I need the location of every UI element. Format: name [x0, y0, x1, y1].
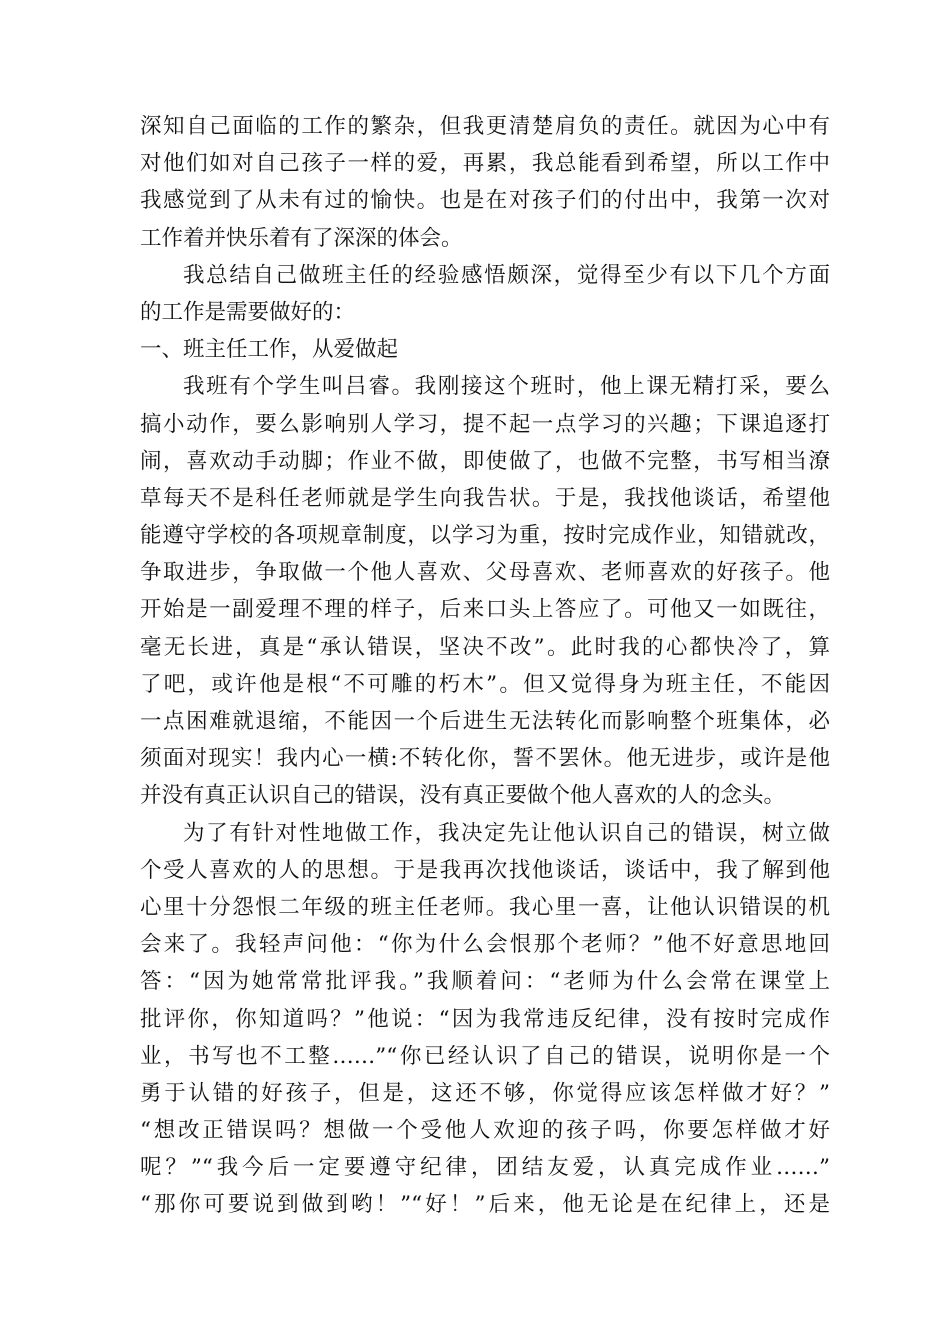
text-line: 我总结自己做班主任的经验感悟颇深，觉得至少有以下几个方面	[183, 262, 830, 288]
heading-line: 一、班主任工作，从爱做起	[140, 337, 399, 363]
text-line: 草每天不是科任老师就是学生向我告状。于是，我找他谈话，希望他	[140, 485, 830, 511]
text-line: 心里十分怨恨二年级的班主任老师。我心里一喜，让他认识错误的机	[140, 894, 830, 920]
text-line: 毫无长进，真是“承认错误，坚决不改”。此时我的心都快冷了，算	[140, 634, 830, 660]
text-line: 会来了。我轻声问他：“你为什么会恨那个老师？”他不好意思地回	[140, 932, 830, 958]
text-line: 闹，喜欢动手动脚；作业不做，即使做了，也做不完整，书写相当潦	[140, 448, 830, 474]
paragraph-3	[140, 368, 830, 814]
text-line: 个受人喜欢的人的思想。于是我再次找他谈话，谈话中，我了解到他	[140, 857, 830, 883]
text-line: 答：“因为她常常批评我。”我顺着问：“老师为什么会常在课堂上	[140, 969, 830, 995]
text-line: 呢？”“我今后一定要遵守纪律，团结友爱，认真完成作业……”	[140, 1155, 830, 1181]
text-line: 的工作是需要做好的：	[140, 299, 356, 325]
paragraph-4	[140, 815, 830, 1224]
text-line: 工作着并快乐着有了深深的体会。	[140, 225, 463, 251]
text-line: 对他们如对自己孩子一样的爱，再累，我总能看到希望，所以工作中	[140, 151, 830, 177]
text-line: 须面对现实！我内心一横:不转化你，誓不罢休。他无进步，或许是他	[140, 746, 830, 772]
text-line: 我班有个学生叫吕睿。我刚接这个班时，他上课无精打采，要么	[183, 374, 830, 400]
text-line: 能遵守学校的各项规章制度，以学习为重，按时完成作业，知错就改，	[140, 523, 830, 549]
paragraph-2	[140, 257, 830, 331]
text-line: 一点困难就退缩，不能因一个后进生无法转化而影响整个班集体，必	[140, 709, 830, 734]
text-line: 开始是一副爱理不理的样子，后来口头上答应了。可他又一如既往，	[140, 597, 830, 623]
text-line: “想改正错误吗？想做一个受他人欢迎的孩子吗，你要怎样做才好	[140, 1118, 830, 1144]
text-line: 我感觉到了从未有过的愉快。也是在对孩子们的付出中，我第一次对	[140, 188, 830, 214]
text-line: 业，书写也不工整……”“你已经认识了自己的错误，说明你是一个	[140, 1043, 830, 1069]
text-line: 搞小动作，要么影响别人学习，提不起一点学习的兴趣；下课追逐打	[140, 411, 830, 437]
paragraph-1	[140, 108, 830, 257]
document-body	[140, 108, 830, 1224]
text-line: 了吧，或许他是根“不可雕的朽木”。但又觉得身为班主任，不能因	[140, 671, 830, 697]
text-line: 批评你，你知道吗？”他说：“因为我常违反纪律，没有按时完成作	[140, 1006, 830, 1032]
text-line: 勇于认错的好孩子，但是，这还不够，你觉得应该怎样做才好？”	[140, 1080, 830, 1106]
text-line: 为了有针对性地做工作，我决定先让他认识自己的错误，树立做	[183, 820, 830, 846]
text-line: 争取进步，争取做一个他人喜欢、父母喜欢、老师喜欢的好孩子。他	[140, 560, 830, 586]
section-heading	[140, 331, 830, 368]
text-line: 深知自己面临的工作的繁杂，但我更清楚肩负的责任。就因为心中有	[140, 114, 830, 139]
text-line: 并没有真正认识自己的错误，没有真正要做个他人喜欢的人的念头。	[140, 783, 786, 809]
text-line: “那你可要说到做到哟！”“好！”后来，他无论是在纪律上，还是	[140, 1192, 830, 1218]
